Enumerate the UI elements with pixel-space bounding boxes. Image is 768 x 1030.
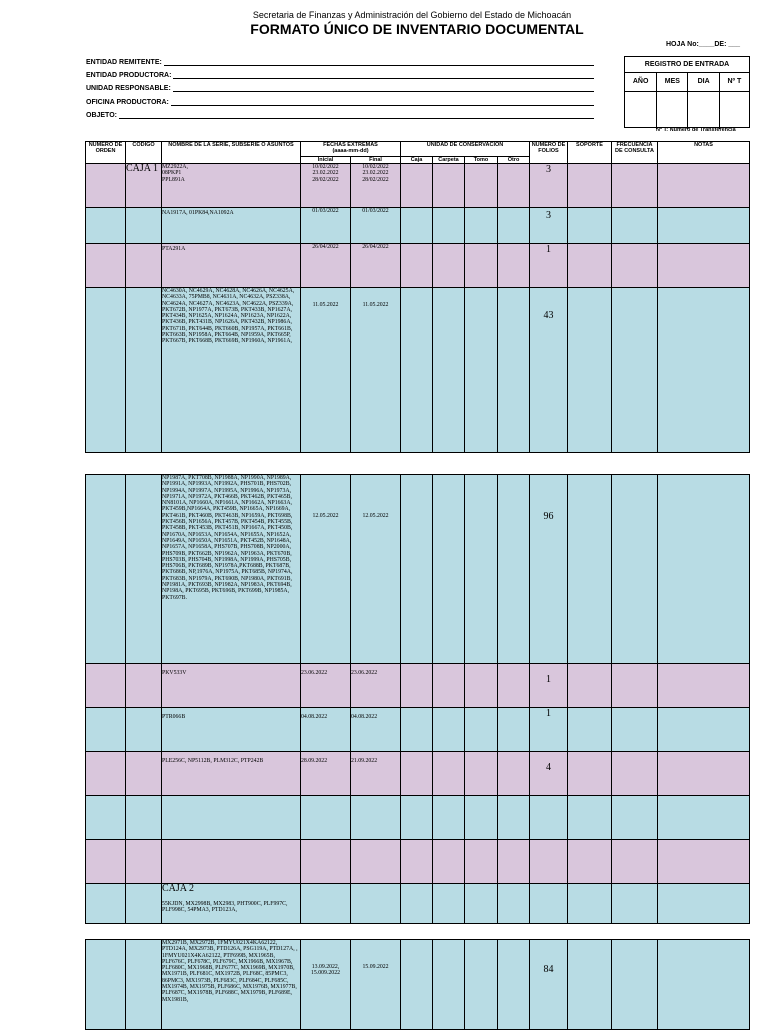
registro-anio: AÑO [625,73,657,91]
row-folios: 3 [530,164,568,208]
table-row [86,475,750,664]
row-inicial: 10/02/2022 23.02.2022 28/02/2022 [301,164,351,208]
table-row [86,288,750,453]
row-final: 01/03/2022 [351,208,401,244]
registro-nt: Nº T [727,78,742,85]
table-row [86,164,750,208]
table-row [86,840,750,884]
col-inicial: Inicial [301,157,351,164]
table-row [86,244,750,288]
col-frecuencia: FRECUENCIA DE CONSULTA [612,142,658,164]
registro-dia: DIA [688,73,719,91]
row-codigo: CAJA 1 [126,164,162,208]
col-soporte: SOPORTE [568,142,612,164]
table-row [86,796,750,840]
table-row [86,752,750,796]
inventory-table-3 [85,939,750,1030]
row-nombre: PKV533V [162,664,301,708]
row-nombre: PTR066B [162,708,301,752]
row-final: 26/04/2022 [351,244,401,288]
row-folios: 1 [530,708,568,752]
row-final: 12.05.2022 [351,475,401,664]
inventory-table-1 [85,141,750,453]
col-unidad: UNIDAD DE CONSERVACIÓN [401,142,530,157]
table-row [86,884,750,924]
form-title: FORMATO ÚNICO DE INVENTARIO DOCUMENTAL [250,21,584,37]
caja-2-label: CAJA 2 [162,883,194,894]
row-final: 04.08.2022 [351,708,401,752]
table-row [86,940,750,1030]
row-folios: 4 [530,752,568,796]
table-row [86,708,750,752]
row-final: 11.05.2022 [351,288,401,453]
col-nombre: NOMBRE DE LA SERIE, SUBSERIE O ASUNTOS [162,142,301,164]
row-nombre: PTA291A [162,244,301,288]
row-inicial: 23.06.2022 [301,664,351,708]
col-final: Final [351,157,401,164]
row-folios: 96 [530,475,568,664]
col-codigo: CODIGO [126,142,162,164]
row-folios: 1 [530,244,568,288]
row-inicial: 26/04/2022 [301,244,351,288]
col-numero-folios: NUMERO DE FOLIOS [530,142,568,164]
col-numero-orden: NUMERO DE ORDEN [86,142,126,164]
registro-mes: MES [657,73,688,91]
field-entidad-productora: ENTIDAD PRODUCTORA: [86,69,594,79]
row-nombre: CAJA 2 55KJDN, MX2998B, MX2983, PHT900C, PLF997C, PLF998C, 54PMA3, PTD123A, [162,884,301,924]
row-inicial: 11.05.2022 [301,288,351,453]
row-inicial: 12.05.2022 [301,475,351,664]
field-objeto: OBJETO: [86,109,594,119]
row-nombre: MX2971B, MX2972B, 1FMYU021X4KA62122, PTD124A, MX2973B, PTD126A, PSG119A, PTD127A, , 1FMYU021X4KA62122, PTF699B, MX1965B, PLF676C, PLF678C, PLF679C, MX1966B, MX1967B, PLF680C, MX1968B, PLF677C, MX1969B, MX1970B, MX1971B, PLF681C, MX1972B, PLF68C, 85PMC3, 86PMC3, MX1973B, PLF683C, PLF684C, PLF685C, MX1974B, MX1975B, PLF686C, MX1976B, MX1977B, PLF687C, MX1978B, PLF688C, MX1979B, PLF689E, MX1981B, [162,940,301,1030]
field-oficina-productora: OFICINA PRODUCTORA: [86,96,594,106]
row-nombre: MZ2922A, 08PKP1 PPL891A [162,164,301,208]
col-fechas: FECHAS EXTREMAS (aaaa-mm-dd) [301,142,401,157]
col-otro: Otro [498,157,530,164]
row-folios: 3 [530,208,568,244]
registro-entrada-box [624,56,750,128]
row-inicial: 04.08.2022 [301,708,351,752]
col-notas: NOTAS [658,142,750,164]
row-inicial: 01/03/2022 [301,208,351,244]
transfer-note: Nº T: Número de Transferencia [656,127,736,133]
table-row [86,664,750,708]
table-row [86,208,750,244]
row-folios: 84 [530,940,568,1030]
row-inicial: 28.09.2022 [301,752,351,796]
col-carpeta: Carpeta [433,157,465,164]
field-unidad-responsable: UNIDAD RESPONSABLE: [86,82,594,92]
row-nombre: NA1917A, 01PK84,NA1092A [162,208,301,244]
row-inicial: 13.09.2022, 15.009.2022 [301,940,351,1030]
row-nombre: NP1987A, PKT708B, NP1988A, NP1990A, NP1989A, NP1991A, NP1993A, NP1992A, PHS701B, PHS702B, NP1994A, NP1997A, NP1995A, NP1996A, NP1973A, NP1971A, NP1972A, PKT466B, PKT462B, PKT465B, NN8101A, NP1660A, NP1661A, NP1662A, NP1663A, PKT459B,NP1664A, PKT459B, NP1665A, NP1669A, PKT461B, PKT460B, PKT463B, NP1659A, PKT698B, PKT456B, NP1656A, PKT457B, PKT454B, PKT455B, PKT458B, PKT453B, PKT451B, NP1667A, PKT450B, NP1670A, NP1653A, NP1654A, NP1655A, NP1652A, NP1649A, NP1650A, NP1651A, PKT452B, NP1648A, NP1657A, NP1658A, PHS707B, PHS708B, NP2000A, PHS709B, PKT662B, NP1962A, NP1963A, PKT670B, PHS703B, PHS704B, NP1998A, NP1999A, PHS705B, PHS706B, PKT689B, NP1978A,PKT688B, PKT687B, PKT686B, NP,1976A, NP1975A, PKT685B, NP1974A, PKT683B, NP1979A, PKT690B, NP1980A, PKT691B, NP1981A, PKT693B, NP1982A, NP1983A, PKT694B, NP198A, PKT695B, PKT696B, PKT699B, NP1985A, PKT697B. [162,475,301,664]
col-tomo: Tomo [465,157,498,164]
row-final: 21.09.2022 [351,752,401,796]
registro-title: REGISTRO DE ENTRADA [625,57,749,73]
issuer-line: Secretaria de Finanzas y Administración del Gobierno del Estado de Michoacán [252,10,572,20]
row-final: 15.09.2022 [351,940,401,1030]
row-nombre: PLE256C, NP5112B, PLM312C, PTP242B [162,752,301,796]
field-entidad-remitente: ENTIDAD REMITENTE: [86,56,594,66]
col-caja: Caja [401,157,433,164]
row-folios: 1 [530,664,568,708]
row-folios: 43 [530,288,568,453]
inventory-table-2 [85,474,750,924]
sheet-number: HOJA No:____DE: ___ [666,41,741,48]
row-final: 23.06.2022 [351,664,401,708]
row-final: 10/02/2022 23.02.2022 28/02/2022 [351,164,401,208]
row-nombre: NC4630A, NC4629A, NC4628A, NC4626A, NC4625A, NC4633A, 75PMB8, NC4631A, NC4632A, PSZ338A, NC4624A, NC4627A, NC4623A, NC4622A, PSZ339A, PKT672B, NP1977A, PKT673B, PKT433B, NP1627A, PKT434B, NP1625A, NP1624A, NP1623A, NP1622A, PKT436B, PKT431B, NP1626A, PKT432B, NP1986A, PKT671B, PKT644B, PKT660B, NP1957A, PKT661B, PKT663B, NP1958A, PKT664B, NP1959A, PKT665P, PKT667B, PKT668B, PKT669B, NP1960A, NP1961A, [162,288,301,453]
